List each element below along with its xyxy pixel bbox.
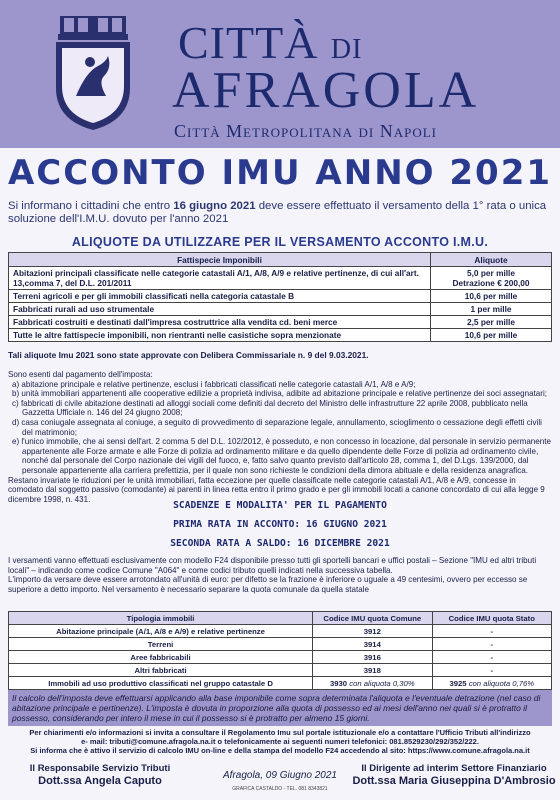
schedule-title: SCADENZE E MODALITA' PER IL PAGAMENTO (173, 500, 387, 511)
signature-right (350, 763, 558, 787)
fattispecie-cell: Fabbricati costruiti e destinati dall'impresa costruttrice alla vendita cd. beni merce (9, 316, 431, 329)
city-subtitle: Città Metropolitana di Napoli (174, 121, 437, 141)
table-row (9, 329, 552, 342)
fattispecie-cell: Tutte le altre fattispecie imponibili, non rientranti nelle casistiche sopra menzionate (9, 329, 431, 342)
aliquota-cell: 2,5 per mille (431, 316, 552, 329)
table-row (9, 651, 552, 664)
signature-role: Il Dirigente ad interim Settore Finanziario (361, 763, 547, 774)
codice-comune-cell: 3916 (313, 651, 432, 664)
exemptions-list (8, 380, 552, 476)
codice-stato-cell: - (432, 651, 551, 664)
signature-name: Dott.ssa Maria Giuseppina D'Ambrosio (352, 775, 556, 787)
table-row (9, 267, 552, 290)
first-installment: PRIMA RATA IN ACCONTO: 16 GIUGNO 2021 (173, 519, 387, 530)
signature-left (10, 763, 190, 787)
aliquota-cell: 10,6 per mille (431, 290, 552, 303)
column-header: Tipologia immobili (9, 612, 313, 625)
header-banner (0, 0, 560, 148)
printer-credit: GRAFICA CASTALDO - TEL. 081 8343821 (232, 786, 328, 792)
table-header-row (9, 253, 552, 267)
aliquote-table (8, 252, 552, 342)
table-row (9, 625, 552, 638)
city-name: AFRAGOLA (172, 62, 480, 119)
column-header: Codice IMU quota Comune (313, 612, 432, 625)
list-item: d) casa coniugale assegnata al coniuge, a seguito di provvedimento di separazione legale, annullamento, scioglimento o cessazione degli effetti civili del matrimonio; (12, 417, 542, 437)
codice-comune-cell: 3930 con aliquota 0,30% (313, 677, 432, 690)
contact-line: Per chiarimenti e/o informazioni si invita a consultare il Regolamento Imu sul portale istituzionale e/o a contattare l'Ufficio Tributi all'indirizzo (29, 728, 531, 737)
delibera-note: Tali aliquote Imu 2021 sono state approvate con Delibera Commissariale n. 9 del 9.03.2021. (8, 350, 369, 360)
table-row (9, 638, 552, 651)
list-item: a) abitazione principale e relative pertinenze, esclusi i fabbricati classificati nelle categorie catastali A/1, A/8 e A/9; (12, 379, 416, 389)
codice-stato-cell: 3925 con aliquota 0,76% (432, 677, 551, 690)
aliquote-title: ALIQUOTE DA UTILIZZARE PER IL VERSAMENTO ACCONTO I.M.U. (71, 235, 489, 249)
tipologia-cell: Immobili ad uso produttivo classificati nel gruppo catastale D (9, 677, 313, 690)
codice-comune-cell: 3918 (313, 664, 432, 677)
payment-instructions (8, 556, 552, 594)
codice-stato-cell: - (432, 664, 551, 677)
signature-role: Il Responsabile Servizio Tributi (29, 763, 171, 774)
fattispecie-cell: Terreni agricoli e per gli immobili classificati nella categoria catastale B (9, 290, 431, 303)
coat-of-arms-icon (46, 16, 140, 132)
second-installment: SECONDA RATA A SALDO: 16 DICEMBRE 2021 (170, 538, 390, 549)
place-date: Afragola, 09 Giugno 2021 (223, 770, 337, 781)
list-item: e) l'unico immobile, che ai sensi dell'art. 2 comma 5 del D.L. 102/2012, è posseduto, e non concesso in locazione, dal personale in servizio permanente appartenente alle Forze armate e alle Forze di polizia ad ordinamento militare e da quello dipendente delle Forze di polizia ad ordinamento civile, nonché dal personale del Corpo nazionale dei vigili del fuoco, e, fatto salvo quanto previsto dall'articolo 28, comma 1, del D.Lgs. 139/2000, dal personale appartenente alla carriera prefettizia, per il quale non sono richieste le condizioni della dimora abituale e della residenza anagrafica. (12, 437, 551, 475)
payment-paragraph: I versamenti vanno effettuati esclusivamente con modello F24 disponibile presso tutti gli sportelli bancari e uffici postali – Sezione "IMU ed altri tributi locali" – indicando come codice Comune "A064" e come codici tributo quelli indicati nella successiva tabella. (8, 556, 537, 575)
tipologia-cell: Terreni (9, 638, 313, 651)
fattispecie-cell: Fabbricati rurali ad uso strumentale (9, 303, 431, 316)
codice-comune-cell: 3912 (313, 625, 432, 638)
table-row (9, 677, 552, 690)
list-item: c) fabbricati di civile abitazione destinati ad alloggi sociali come definiti dal decreto del Ministro delle infrastrutture 22 aprile 2008, pubblicato nella Gazzetta Ufficiale n. 146 del 24 giugno 2008; (12, 398, 528, 418)
table-row (9, 664, 552, 677)
tax-codes-table (8, 611, 552, 690)
contact-line: Si informa che è attivo il servizio di calcolo IMU on-line e della stampa del modello F24 accedendo al sito: https://www.comune.afragola.na.it (30, 746, 530, 755)
list-item: b) unità immobiliari appartenenti alle cooperative edilizie a proprietà indivisa, adibite ad abitazione principale e relative pertinenze dei soci assegnatari; (12, 389, 547, 399)
codice-stato-cell: - (432, 638, 551, 651)
signature-name: Dott.ssa Angela Caputo (38, 775, 162, 787)
fattispecie-cell: Abitazioni principali classificate nelle categorie catastali A/1, A/8, A/9 e relative pertinenze, di cui all'art. 13,comma 7, del D.L. 201/2011 (9, 267, 431, 290)
calculation-note: Il calcolo dell'imposta deve effettuarsi applicando alla base imponibile come sopra determinata l'aliquota e l'eventuale detrazione (nel caso di abitazione principale e pertinenze). L'imposta è dovuta in proporzione alla quota di possesso ed ai mesi dell'anno nei quali si è protratto il possesso, considerando per intero il mese in cui il possesso si è protratto per almeno 15 giorni. (8, 690, 552, 726)
page-title: ACCONTO IMU ANNO 2021 (7, 153, 553, 193)
table-header-row (9, 612, 552, 625)
column-header: Aliquote (431, 253, 552, 267)
tipologia-cell: Aree fabbricabili (9, 651, 313, 664)
contact-info (8, 728, 552, 755)
exemptions-intro: Sono esenti dal pagamento dell'imposta: (8, 370, 153, 379)
codice-stato-cell: - (432, 625, 551, 638)
aliquota-cell: 10,6 per mille (431, 329, 552, 342)
table-row (9, 290, 552, 303)
column-header: Codice IMU quota Stato (432, 612, 551, 625)
tipologia-cell: Abitazione principale (A/1, A/8 e A/9) e relative pertinenze (9, 625, 313, 638)
intro-text: Si informano i cittadini che entro 16 giugno 2021 deve essere effettuato il versamento della 1° rata o unica soluzione dell'I.M.U. dovuto per l'anno 2021 (8, 200, 547, 225)
exemptions-section (8, 370, 552, 504)
column-header: Fattispecie Imponibili (9, 253, 431, 267)
riduzioni-text: Restano invariate le riduzioni per le unità immobiliari, fatta eccezione per quelle classificate nelle categorie catastali A/1, A/8 e A/9, concesse in comodato dal soggetto passivo (comodante) ai parenti in linea retta entro il primo grado e per gli immobili locati a canone concordato di cui alla legge 9 dicembre 1998, n. 431. (8, 475, 545, 504)
aliquota-cell: 1 per mille (431, 303, 552, 316)
city-heading: CITTÀ DI (178, 17, 363, 68)
table-row (9, 303, 552, 316)
payment-paragraph: L'importo da versare deve essere arrotondato all'unità di euro: per difetto se la frazione è inferiore o uguale a 49 centesimi, ovvero per eccesso se superiore a detto importo. Nel versamento è necessario separare la quota comunale da quella statale (8, 575, 528, 594)
aliquota-cell: 5,0 per mille Detrazione € 200,00 (431, 267, 552, 290)
codice-comune-cell: 3914 (313, 638, 432, 651)
contact-line: e- mail: tributi@comune.afragola.na.it o telefonicamente ai seguenti numeri telefonici: 081.8529230/292/352/222. (81, 737, 479, 746)
table-row (9, 316, 552, 329)
tipologia-cell: Altri fabbricati (9, 664, 313, 677)
